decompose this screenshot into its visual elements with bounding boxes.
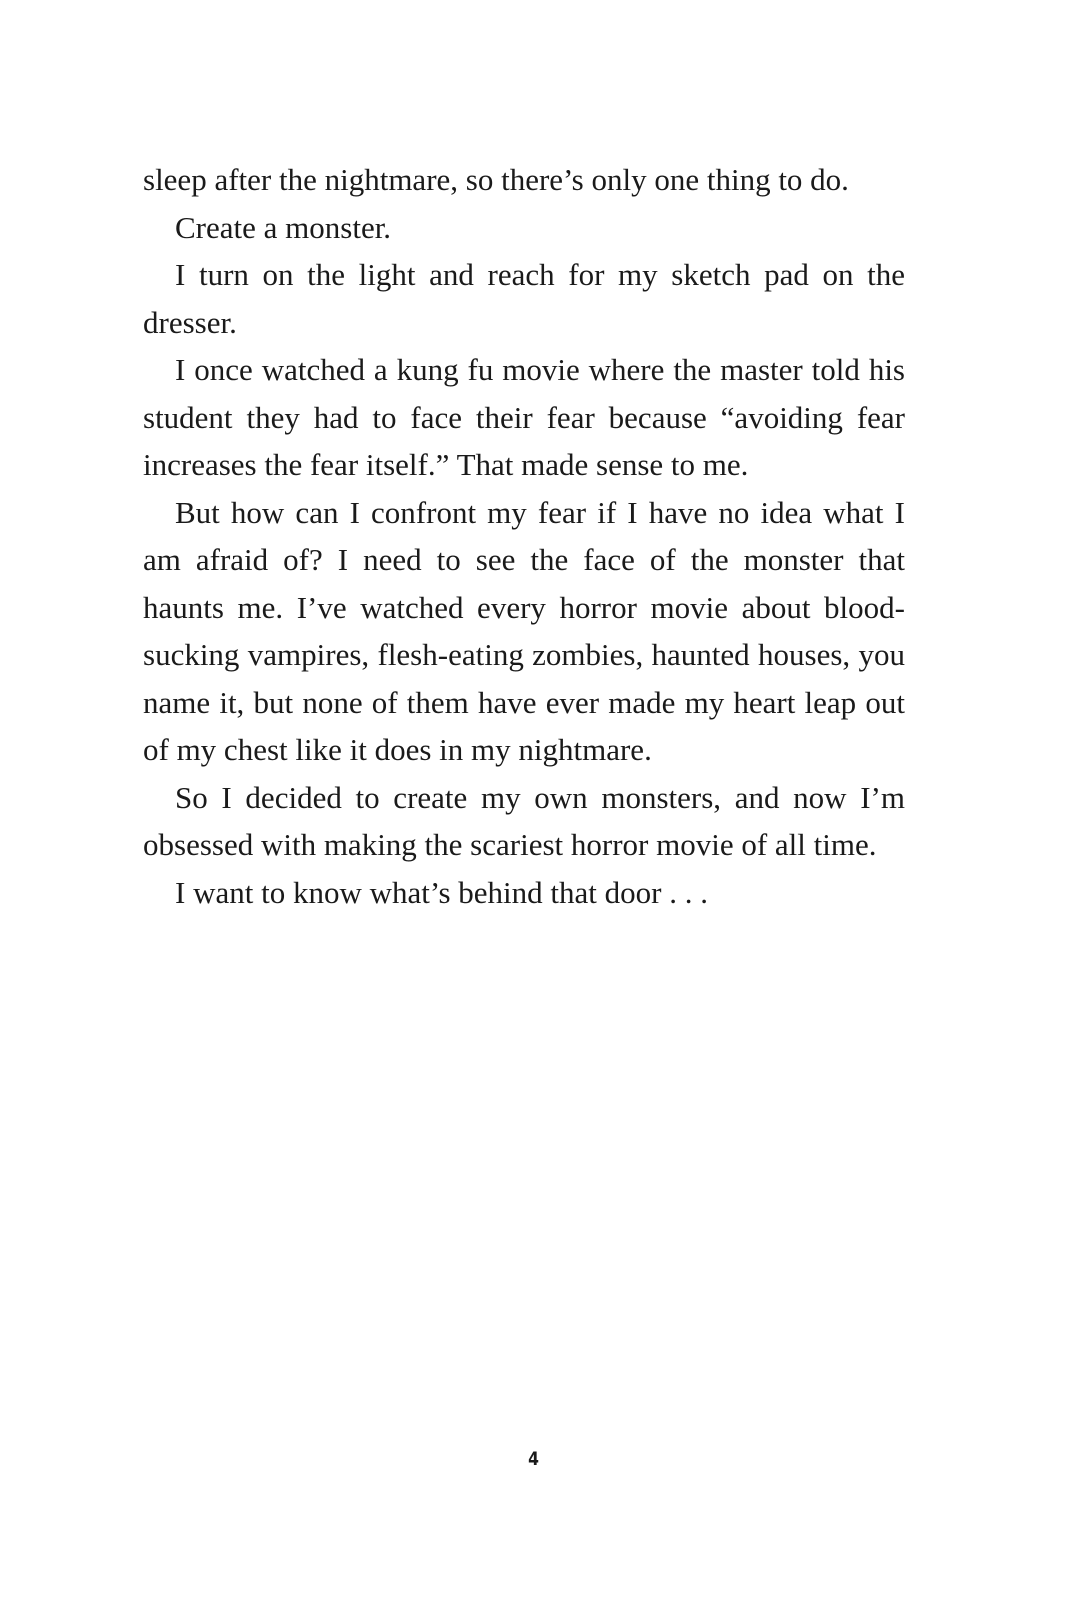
paragraph: So I decided to create my own monsters, and now I’m obsessed with making the scariest horror movie of all time. xyxy=(143,779,905,862)
paragraph: I once watched a kung fu movie where the master told his student they had to face their fear because “avoiding fear increases the fear itself.” That made sense to me. xyxy=(143,352,905,482)
paragraph-continued: sleep after the nightmare, so there’s only one thing to do. xyxy=(143,162,849,197)
paragraph: I turn on the light and reach for my sketch pad on the dresser. xyxy=(143,257,905,340)
paragraph: But how can I confront my fear if I have no idea what I am afraid of? I need to see the face of the monster that haunts me. I’ve watched every horror movie about blood-sucking vampires, flesh-eating zombies, haunted houses, you name it, but none of them have ever made my heart leap out of my chest like it does in my nightmare. xyxy=(143,494,905,767)
paragraph: Create a monster. xyxy=(175,209,392,245)
page-number: 4 xyxy=(528,1448,539,1470)
paragraph-last: I want to know what’s behind that door . . . xyxy=(175,874,708,910)
body-text xyxy=(143,156,905,916)
